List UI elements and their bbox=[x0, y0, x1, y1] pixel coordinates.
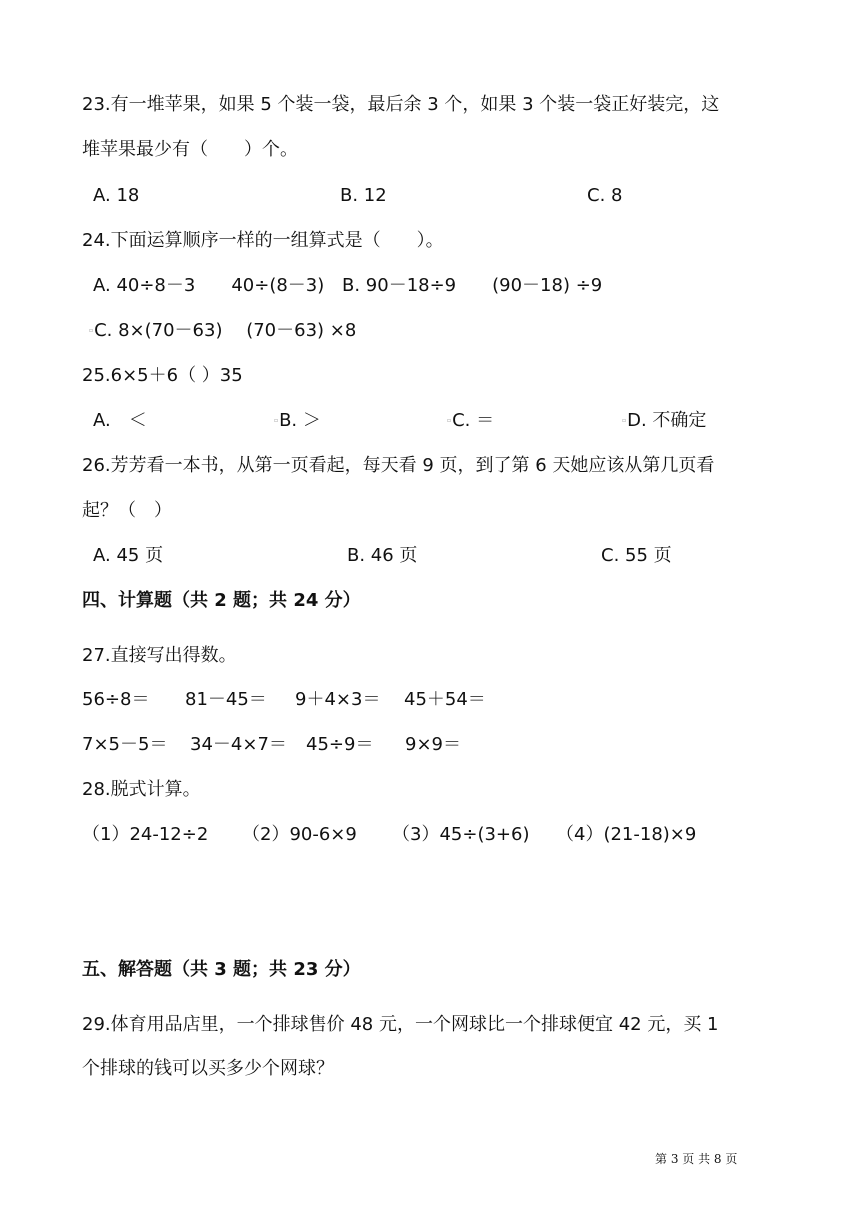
bullet-mark-icon: ▫ bbox=[89, 327, 94, 334]
q25-option-b-row bbox=[274, 409, 321, 433]
q26-option-b: B. 46 页 bbox=[347, 545, 418, 566]
q24-stem: 24.下面运算顺序一样的一组算式是（ ）。 bbox=[82, 230, 444, 251]
q27-row2-item1: 7×5－5＝ bbox=[82, 734, 168, 755]
q25-stem: 25.6×5＋6（ ）35 bbox=[82, 365, 243, 386]
q26-option-c: C. 55 页 bbox=[601, 545, 672, 566]
q27-row1-item3: 9＋4×3＝ bbox=[295, 689, 381, 710]
q23-line2: 堆苹果最少有（ ）个。 bbox=[82, 139, 298, 160]
q25-option-b: B. ＞ bbox=[279, 410, 321, 431]
q28-item-4: （4）(21-18)×9 bbox=[556, 824, 697, 845]
q27-row1-item1: 56÷8＝ bbox=[82, 689, 150, 710]
q26-option-a: A. 45 页 bbox=[93, 545, 164, 566]
q27-row1-item2: 81－45＝ bbox=[185, 689, 267, 710]
q27-row2-item3: 45÷9＝ bbox=[306, 734, 374, 755]
q27-row2-item4: 9×9＝ bbox=[405, 734, 461, 755]
q27-row2-item2: 34－4×7＝ bbox=[190, 734, 287, 755]
bullet-mark-icon: ▫ bbox=[622, 417, 627, 424]
q25-option-d: D. 不确定 bbox=[627, 410, 707, 431]
q28-item-2: （2）90-6×9 bbox=[242, 824, 357, 845]
q24-option-c-row bbox=[89, 319, 356, 343]
page-number: 第 3 页 共 8 页 bbox=[655, 1152, 738, 1166]
q23-option-c: C. 8 bbox=[587, 185, 623, 206]
q28-stem: 28.脱式计算。 bbox=[82, 779, 201, 800]
q26-line2: 起？（ ） bbox=[82, 500, 172, 521]
q24-option-c: C. 8×(70－63) (70－63) ×8 bbox=[94, 320, 357, 341]
q24-option-a: A. 40÷8－3 40÷(8－3) bbox=[93, 275, 325, 296]
q28-item-3: （3）45÷(3+6) bbox=[392, 824, 530, 845]
bullet-mark-icon: ▫ bbox=[274, 417, 279, 424]
q24-option-b: B. 90－18÷9 (90－18) ÷9 bbox=[342, 275, 603, 296]
q26-line1: 26.芳芳看一本书，从第一页看起，每天看 9 页，到了第 6 天她应该从第几页看 bbox=[82, 455, 715, 476]
q25-option-a: A. ＜ bbox=[93, 410, 147, 431]
q25-option-c: C. ＝ bbox=[452, 410, 495, 431]
q27-stem: 27.直接写出得数。 bbox=[82, 645, 237, 666]
bullet-mark-icon: ▫ bbox=[447, 417, 452, 424]
q23-option-b: B. 12 bbox=[340, 185, 387, 206]
q29-line1: 29.体育用品店里，一个排球售价 48 元，一个网球比一个排球便宜 42 元，买 1 bbox=[82, 1014, 719, 1035]
section4-heading: 四、计算题（共 2 题；共 24 分） bbox=[82, 590, 361, 611]
q25-option-d-row bbox=[622, 409, 706, 433]
q23-option-a: A. 18 bbox=[93, 185, 140, 206]
q27-row1-item4: 45＋54＝ bbox=[404, 689, 486, 710]
q28-item-1: （1）24-12÷2 bbox=[82, 824, 209, 845]
q29-line2: 个排球的钱可以买多少个网球？ bbox=[82, 1058, 334, 1079]
q25-option-c-row bbox=[447, 409, 494, 433]
q23-line1: 23.有一堆苹果，如果 5 个装一袋，最后余 3 个，如果 3 个装一袋正好装完，这 bbox=[82, 94, 720, 115]
section5-heading: 五、解答题（共 3 题；共 23 分） bbox=[82, 959, 361, 980]
